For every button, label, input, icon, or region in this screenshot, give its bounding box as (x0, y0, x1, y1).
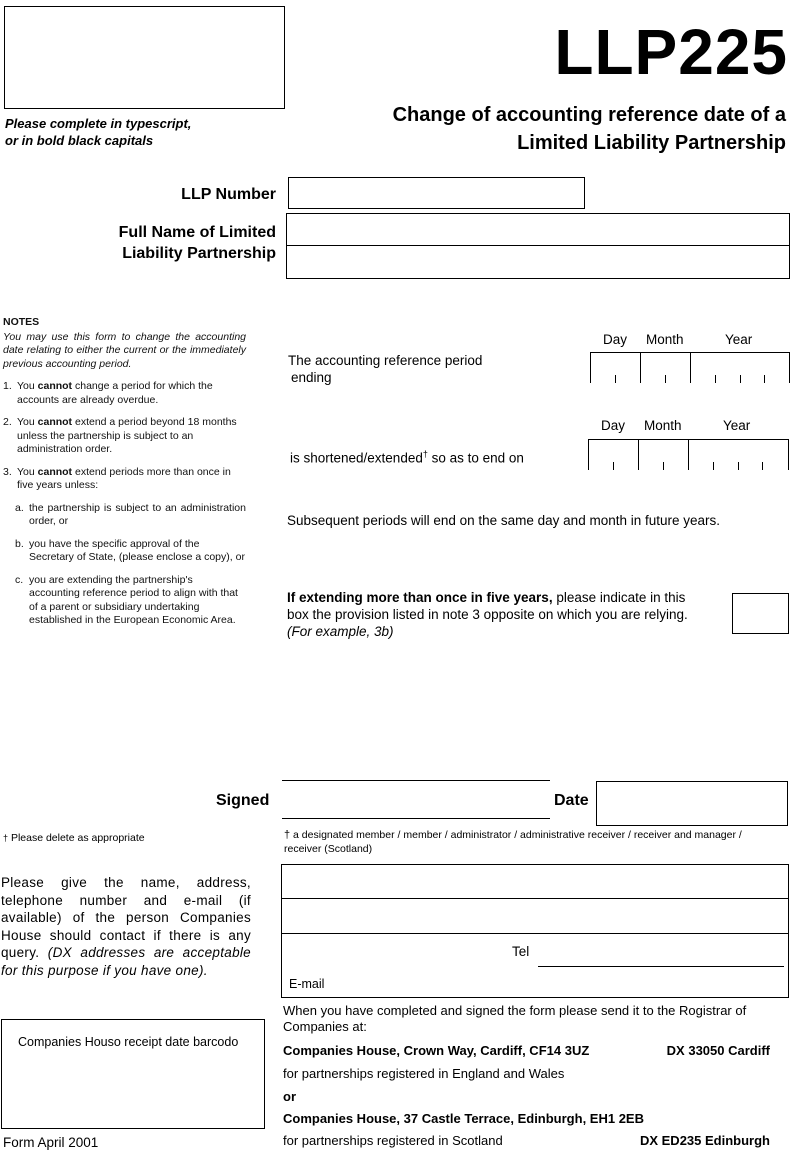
period-ending-date-grid[interactable] (590, 352, 790, 383)
year-header-1: Year (725, 332, 753, 347)
year-header-2: Year (723, 418, 751, 433)
roles-note (284, 828, 754, 856)
delete-note-text: Please delete as appropriate (10, 832, 145, 844)
full-name-field[interactable] (286, 213, 790, 279)
contact-prompt (1, 874, 251, 979)
period-ending-month[interactable] (641, 353, 691, 383)
note-3c-number: c. (15, 573, 24, 586)
period-ending-year[interactable] (691, 353, 790, 383)
scotland-address: Companies House, 37 Castle Terrace, Edinburgh, EH1 2EB (283, 1111, 644, 1126)
contact-line-1 (281, 898, 789, 899)
llp-number-label: LLP Number (181, 186, 276, 203)
period-ending-line2: ending (291, 370, 332, 385)
delete-mark: † (3, 833, 9, 843)
instruction-line1: Please complete in typescript, (5, 116, 192, 131)
contact-prompt-italic: (DX addresses are acceptable for this purpose if you have one). (1, 945, 251, 978)
extending-example: (For example, 3b) (287, 624, 394, 639)
notes-column (3, 316, 246, 628)
note-1-bold: cannot (37, 380, 73, 392)
new-end-day[interactable] (589, 440, 639, 470)
period-ending-day[interactable] (591, 353, 641, 383)
notes-heading: NOTES (3, 316, 40, 328)
extending-instruction (287, 589, 707, 640)
instruction-line2: or in bold black capitals (5, 133, 154, 148)
roles-mark: † (284, 829, 291, 841)
date-field[interactable] (596, 781, 788, 826)
note-1-post: change a period for which the accounts are already overdue. (17, 380, 213, 406)
note-2-pre: You (17, 416, 38, 428)
contact-prompt-text: Please give the name, address, telephone number and e-mail (if available) of the person Companies House should contact if there is any query. (1, 875, 251, 960)
full-name-label-line1: Full Name of Limited (118, 224, 276, 241)
new-end-year[interactable] (689, 440, 789, 470)
note-3-post: extend periods more than once in five years unless: (17, 465, 231, 491)
note-3a-number: a. (15, 501, 24, 514)
note-2-number: 2. (3, 416, 12, 428)
england-dx: DX 33050 Cardiff (666, 1043, 770, 1058)
signature-line[interactable] (282, 818, 550, 819)
contact-line-2 (281, 933, 789, 934)
typescript-instruction (5, 115, 265, 149)
signature-top-line (282, 780, 550, 781)
note-2-bold: cannot (37, 416, 73, 428)
top-left-blank-box (4, 6, 285, 109)
tel-label: Tel (512, 944, 530, 959)
send-intro: When you have completed and signed the form please send it to the Rogistrar of Companies at: (283, 1003, 747, 1034)
full-name-divider (286, 245, 790, 246)
note-3c-text: you are extending the partnership's accounting reference period to align with that of a parent or subsidiary undertaking established in the European Economic Area. (29, 573, 238, 626)
signed-label: Signed (216, 792, 270, 809)
scotland-dx: DX ED235 Edinburgh (639, 1133, 770, 1148)
shortened-suffix: so as to end on (427, 450, 524, 466)
or-separator: or (283, 1089, 296, 1104)
england-address: Companies House, Crown Way, Cardiff, CF14 3UZ (283, 1043, 590, 1058)
subsequent-periods-text: Subsequent periods will end on the same day and month in future years. (287, 513, 721, 528)
note-1-number: 1. (3, 380, 12, 392)
note-3 (3, 466, 246, 493)
date-label: Date (554, 792, 589, 809)
note-3-number: 3. (3, 465, 12, 478)
note-3a (3, 502, 246, 529)
note-3b-text: you have the specific approval of the Secretary of State, (please enclose a copy), or (29, 537, 245, 563)
roles-text: a designated member / member / administrator / administrative receiver / receiver and manager / receiver (Scotland) (284, 829, 742, 855)
month-header-1: Month (646, 332, 684, 347)
period-ending-label (288, 352, 482, 386)
note-3c (3, 574, 246, 628)
month-header-2: Month (644, 418, 682, 433)
note-3-pre: You (17, 465, 38, 478)
day-header-2: Day (601, 418, 626, 433)
note-3a-text: the partnership is subject to an administration order, or (29, 501, 246, 527)
shortened-text: is shortened/extended (290, 450, 423, 466)
note-1-pre: You (17, 380, 38, 392)
note-3b-number: b. (15, 537, 24, 550)
llp-number-field[interactable] (288, 177, 585, 209)
delete-note (3, 831, 145, 845)
note-2 (3, 416, 246, 457)
full-name-label (36, 222, 276, 264)
note-3b (3, 538, 246, 565)
scotland-for: for partnerships registered in Scotland (283, 1133, 503, 1148)
shortened-extended-label (290, 446, 524, 467)
email-label: E-mail (289, 977, 325, 991)
day-header-1: Day (603, 332, 628, 347)
form-code: LLP225 (554, 16, 788, 88)
form-date: Form April 2001 (3, 1135, 99, 1150)
contact-box[interactable] (281, 864, 789, 998)
note-3-bold: cannot (37, 465, 73, 478)
tel-line[interactable] (538, 966, 784, 967)
form-title (306, 101, 786, 157)
full-name-label-line2: Liability Partnership (122, 245, 276, 262)
extending-bold: If extending more than once in five years, (287, 590, 553, 605)
notes-intro: You may use this form to change the accounting date relating to either the current or the immediately previous accounting period. (3, 330, 246, 370)
provision-box[interactable] (732, 593, 789, 634)
period-ending-line1: The accounting reference period (288, 353, 483, 368)
england-for: for partnerships registered in England and Wales (283, 1066, 565, 1081)
note-1 (3, 380, 246, 407)
extending-text: please indicate in this box the provision listed in note 3 opposite on which you are relying. (287, 590, 688, 622)
barcode-label: Companies Houso receipt date barcodo (18, 1035, 239, 1049)
form-title-line1: Change of accounting reference date of a (392, 104, 786, 126)
new-end-month[interactable] (639, 440, 689, 470)
shortened-dagger: † (422, 449, 428, 459)
new-end-date-grid[interactable] (588, 439, 789, 470)
note-2-post: extend a period beyond 18 months unless the partnership is subject to an administration order. (17, 416, 237, 455)
form-title-line2: Limited Liability Partnership (517, 132, 786, 154)
